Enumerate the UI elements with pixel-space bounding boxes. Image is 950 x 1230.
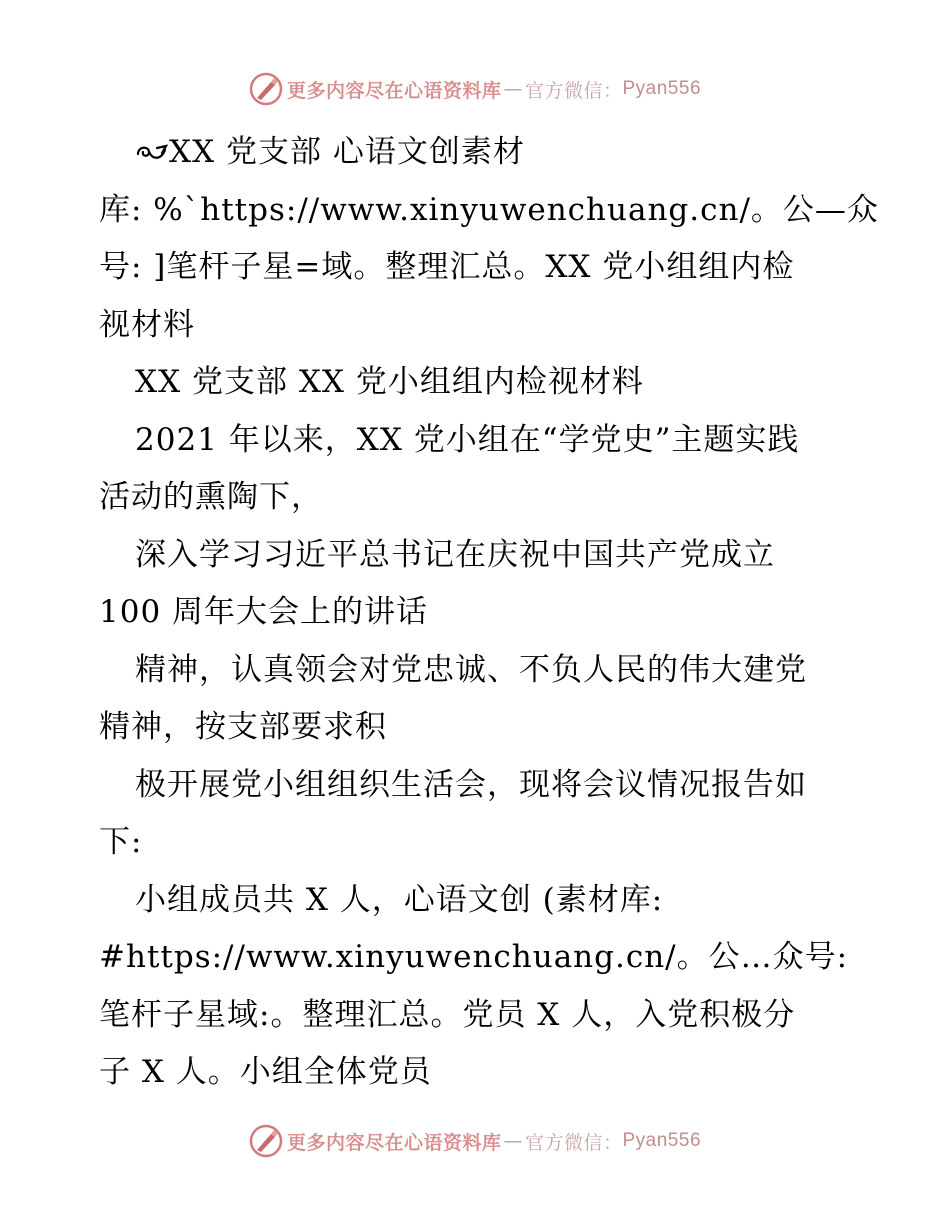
text-line: 视材料 — [99, 306, 195, 343]
text-line — [99, 124, 859, 182]
watermark-wechat-label: 官方微信： — [524, 79, 623, 102]
footer-watermark — [0, 1124, 950, 1158]
text-line: 库: %`https://www.xinyuwenchuang.cn/。公—众 — [99, 191, 879, 228]
text-line: 号: ]笔杆子星=域。整理汇总。XX 党小组组内检 — [99, 249, 795, 285]
watermark-dash: — — [503, 78, 523, 100]
text-line: 精神，认真领会对党忠诚、不负人民的伟大建党 — [135, 651, 807, 688]
text-line: #https://www.xinyuwenchuang.cn/。公…众号: — [99, 939, 849, 975]
watermark-wechat-id: Pyan556 — [622, 1130, 702, 1151]
text-line: 深入学习习近平总书记在庆祝中国共产党成立 — [135, 536, 775, 573]
watermark-wechat-id: Pyan556 — [622, 78, 702, 99]
text-line: 2021 年以来，XX 党小组在“学党史”主题实践 — [135, 421, 800, 458]
text-line: 极开展党小组组织生活会，现将会议情况报告如 — [135, 766, 807, 803]
document-body — [99, 124, 879, 1102]
text-line-content: XX 党支部 心语文创素材 — [169, 134, 525, 170]
pen-logo-icon — [249, 1124, 283, 1158]
watermark-wechat-label: 官方微信： — [524, 1131, 623, 1154]
text-line: 笔杆子星域:。整理汇总。党员 X 人，入党积极分 — [99, 996, 796, 1033]
header-watermark — [0, 72, 950, 106]
watermark-dash: — — [503, 1130, 523, 1152]
text-line: 精神，按支部要求积 — [99, 709, 387, 745]
text-line: 下: — [99, 824, 143, 860]
text-line: 活动的熏陶下， — [99, 479, 323, 515]
watermark-main-text: 更多内容尽在心语资料库 — [286, 79, 502, 102]
text-line: 小组成员共 X 人，心语文创 (素材库: — [135, 881, 664, 918]
pen-logo-icon — [249, 72, 283, 106]
text-line: 子 X 人。小组全体党员 — [99, 1054, 432, 1090]
text-line: 100 周年大会上的讲话 — [99, 594, 429, 630]
watermark-main-text: 更多内容尽在心语资料库 — [286, 1131, 502, 1154]
swirl-ornament-icon — [135, 138, 169, 164]
text-line: XX 党支部 XX 党小组组内检视材料 — [135, 364, 644, 400]
